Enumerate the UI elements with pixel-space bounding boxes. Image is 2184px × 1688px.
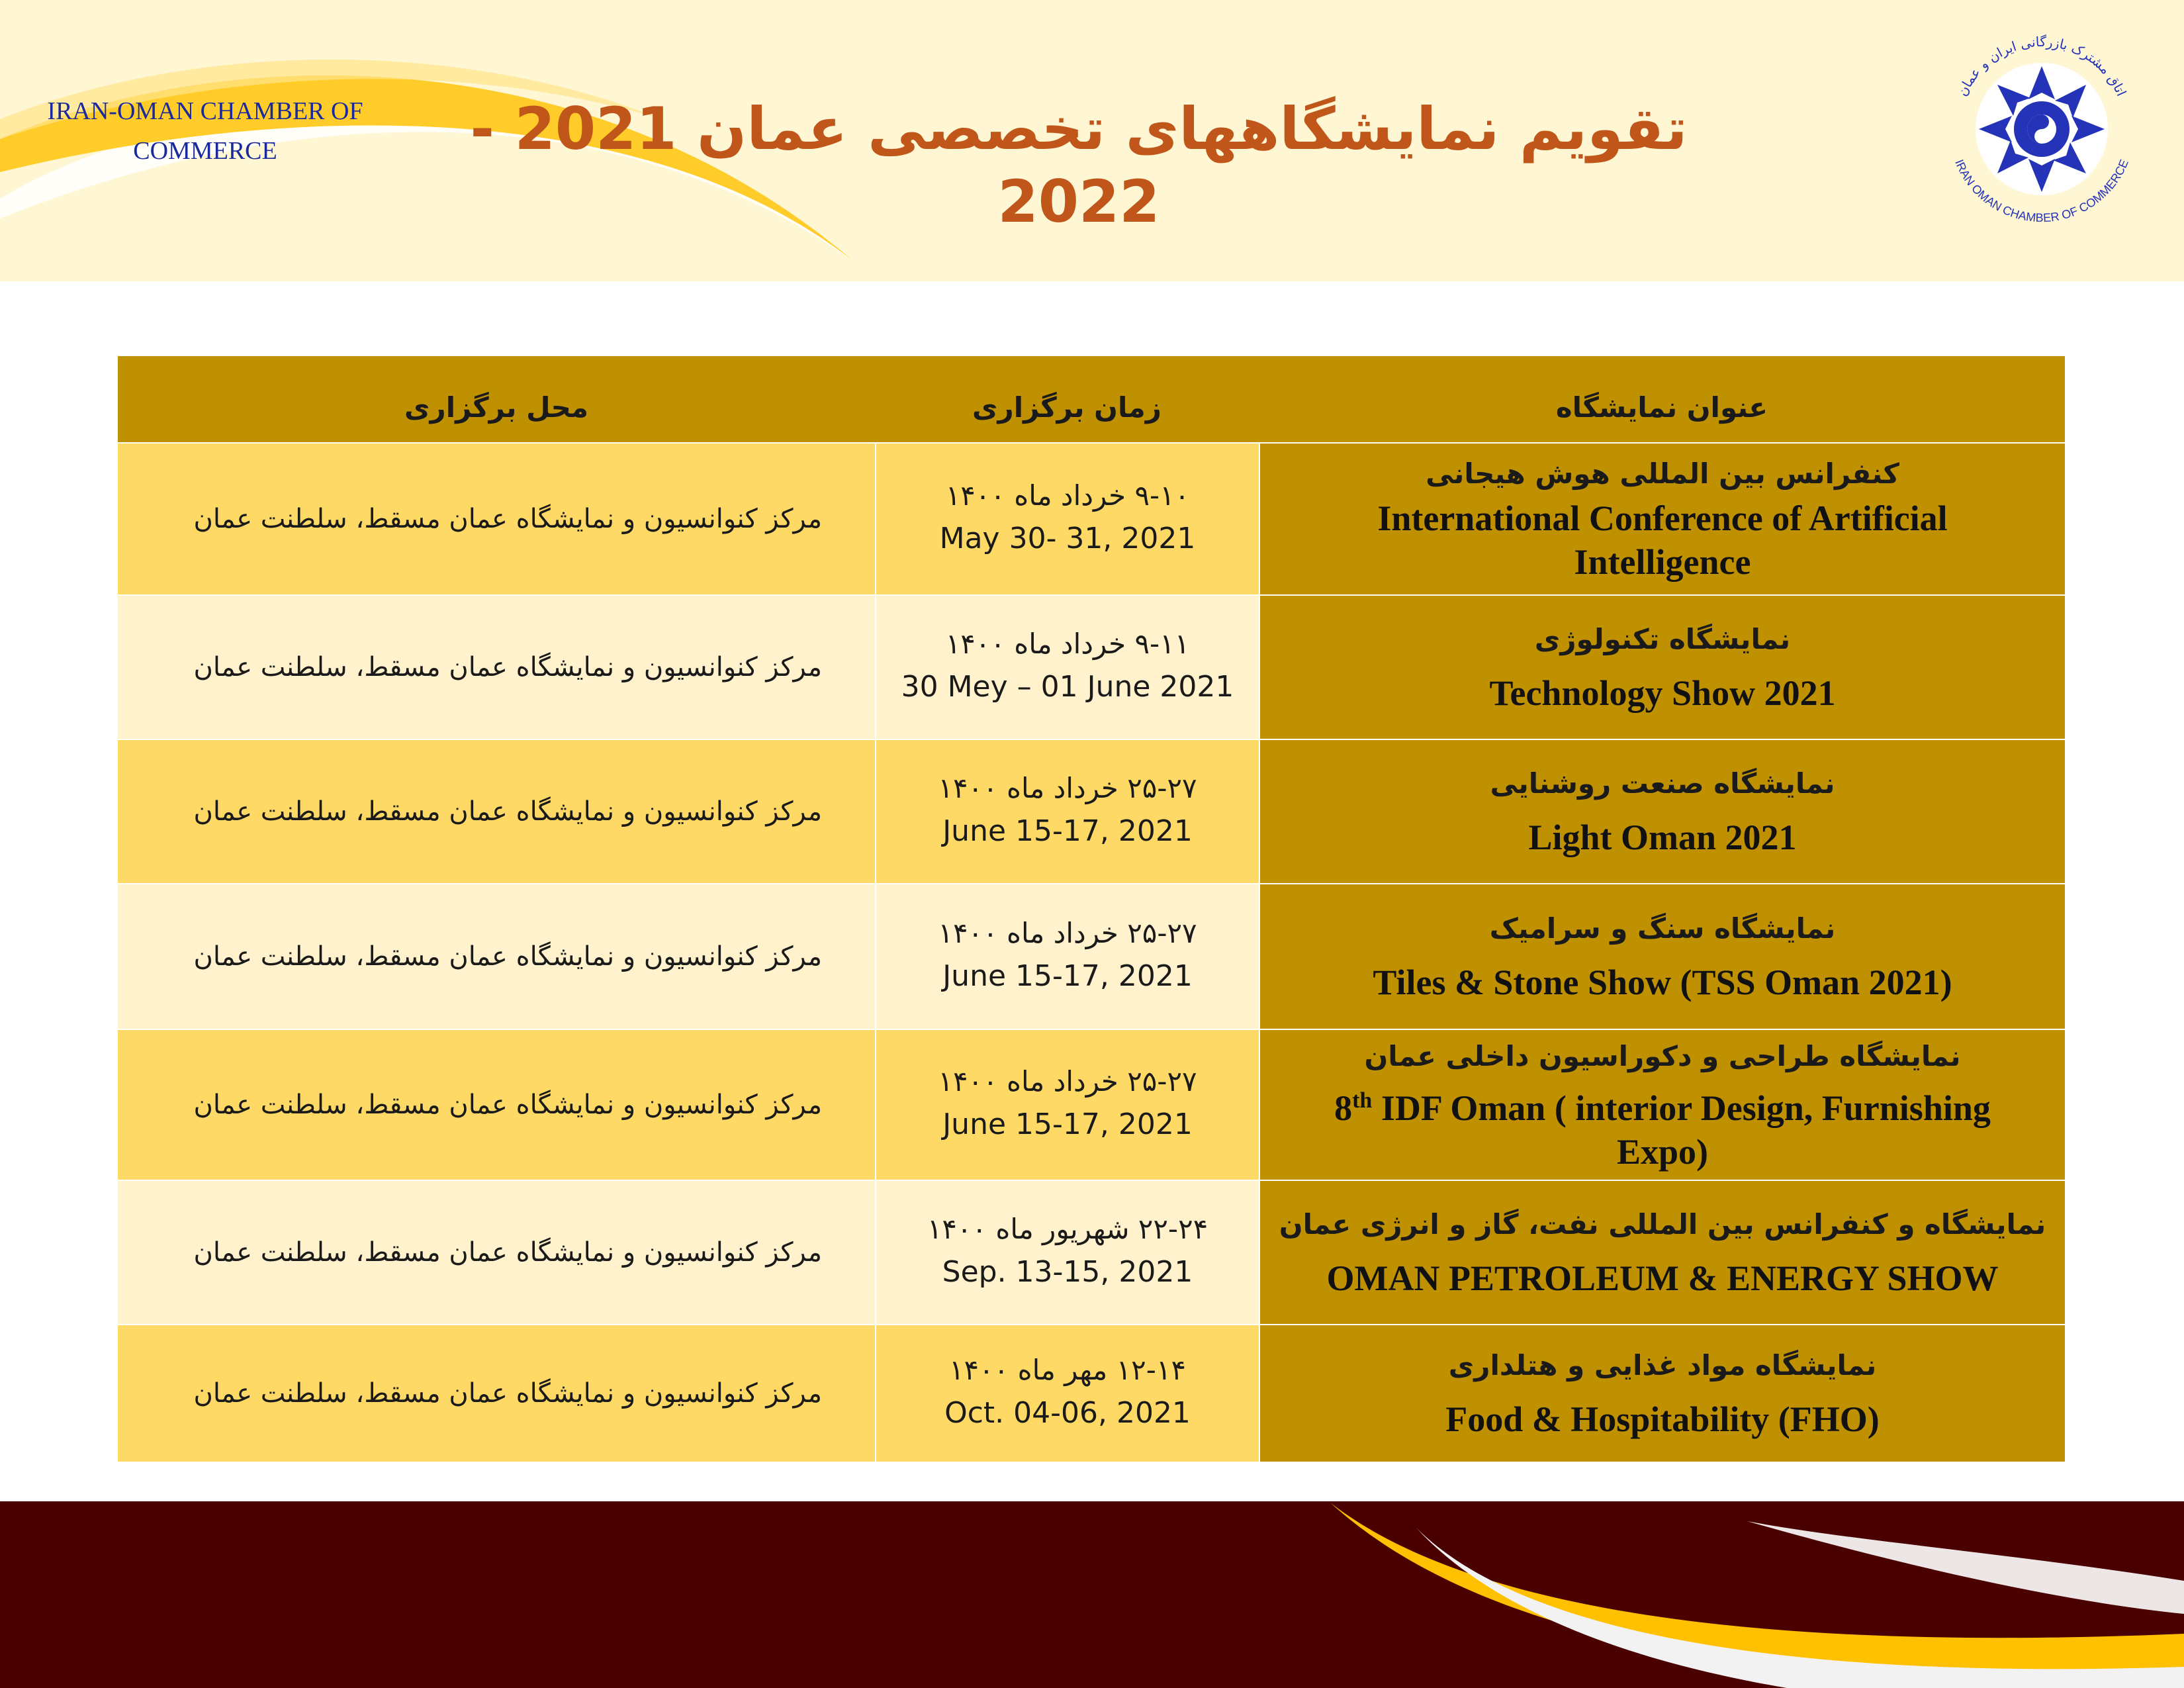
chamber-logo-emblem-icon [1933,20,2151,238]
event-venue-cell [118,442,875,594]
event-title-fa: کنفرانس بین المللی هوش هیجانی [1426,457,1899,490]
footer-band [0,1501,2184,1688]
event-venue: مرکز کنوانسیون و نمایشگاه عمان مسقط، سلطنت عمان [193,1378,822,1409]
event-title-en: International Conference of Artificial Intelligence [1377,498,1948,582]
event-date-fa: ۹-۱۱ خرداد ماه ۱۴۰۰ [945,628,1190,660]
event-title-en-text: IDF Oman ( interior Design, Furnishing Expo) [1381,1088,1991,1172]
event-date-fa: ۲۵-۲۷ خرداد ماه ۱۴۰۰ [938,772,1197,804]
event-title-fa: نمایشگاه مواد غذایی و هتلداری [1448,1349,1877,1382]
event-date-en: June 15-17, 2021 [942,814,1193,848]
table-row [118,1029,2065,1180]
event-date-en: Sep. 13-15, 2021 [942,1255,1193,1289]
table-row [118,594,2065,739]
table-row [118,739,2065,883]
event-title-cell [1259,442,2065,594]
event-date-en: June 15-17, 2021 [942,1107,1193,1141]
event-date-fa: ۲۲-۲۴ شهریور ماه ۱۴۰۰ [927,1213,1208,1245]
event-title-en: Food & Hospitability (FHO) [1445,1399,1880,1439]
event-date-en: May 30- 31, 2021 [939,522,1196,555]
table-row [118,442,2065,594]
event-venue-cell [118,883,875,1029]
table-row [118,1324,2065,1462]
event-date-cell [875,883,1259,1029]
event-title-cell [1259,883,2065,1029]
event-date-fa: ۲۵-۲۷ خرداد ماه ۱۴۰۰ [938,917,1197,949]
event-venue: مرکز کنوانسیون و نمایشگاه عمان مسقط، سلطنت عمان [193,504,822,534]
header-title: عنوان نمایشگاه [1555,391,1768,424]
event-date-cell [875,594,1259,739]
event-venue-cell [118,594,875,739]
event-venue-cell [118,1324,875,1462]
exhibition-calendar-table [118,356,2065,1462]
event-title-cell [1259,1029,2065,1180]
event-title-fa: نمایشگاه صنعت روشنایی [1490,767,1835,800]
event-date-cell [875,1324,1259,1462]
event-title-cell [1259,1324,2065,1462]
header-date: زمان برگزاری [972,391,1161,424]
event-venue: مرکز کنوانسیون و نمایشگاه عمان مسقط، سلطنت عمان [193,1237,822,1268]
event-title-en: Light Oman 2021 [1528,818,1797,857]
event-title-cell [1259,1180,2065,1324]
event-title-cell [1259,594,2065,739]
event-date-fa: ۱۲-۱۴ مهر ماه ۱۴۰۰ [949,1354,1187,1386]
table-row [118,883,2065,1029]
header-venue: محل برگزاری [404,391,588,424]
event-title-en: Technology Show 2021 [1489,673,1836,713]
org-name-line1: IRAN-OMAN CHAMBER OF [47,97,363,125]
event-venue: مرکز کنوانسیون و نمایشگاه عمان مسقط، سلطنت عمان [193,796,822,827]
event-date-en: June 15-17, 2021 [942,959,1193,993]
event-title-en: OMAN PETROLEUM & ENERGY SHOW [1326,1258,1999,1298]
event-venue-cell [118,1180,875,1324]
event-date-cell [875,442,1259,594]
org-name [20,91,390,171]
event-date-cell [875,1180,1259,1324]
event-venue: مرکز کنوانسیون و نمایشگاه عمان مسقط، سلطنت عمان [193,1090,822,1120]
event-date-cell [875,1029,1259,1180]
event-date-en: Oct. 04-06, 2021 [944,1396,1191,1430]
event-title-fa: نمایشگاه طراحی و دکوراسیون داخلی عمان [1364,1039,1961,1072]
page-title: تقویم نمایشگاههای تخصصی عمان 2021 - 2022 [470,95,1688,236]
table-row [118,1180,2065,1324]
event-venue: مرکز کنوانسیون و نمایشگاه عمان مسقط، سلطنت عمان [193,652,822,682]
event-date-fa: ۹-۱۰ خرداد ماه ۱۴۰۰ [945,479,1190,512]
event-venue-cell [118,1029,875,1180]
event-title-en: Tiles & Stone Show (TSS Oman 2021) [1373,962,1952,1002]
event-title-en-ordinal-suffix: th [1352,1088,1373,1113]
event-title-fa: نمایشگاه سنگ و سرامیک [1489,912,1836,945]
table-header-row [118,356,2065,442]
event-date-en: 30 Mey – 01 June 2021 [901,670,1234,704]
chamber-logo [1933,20,2151,238]
event-title-en-ordinal: 8 [1334,1088,1353,1128]
event-title-fa: نمایشگاه و کنفرانس بین المللی نفت، گاز و انرژی عمان [1279,1208,2046,1241]
event-date-cell [875,739,1259,883]
event-venue-cell [118,739,875,883]
org-name-line2: COMMERCE [133,137,277,165]
logo-ring-text-en: IRAN OMAN CHAMBER OF COMMERCE [1952,157,2131,225]
event-venue: مرکز کنوانسیون و نمایشگاه عمان مسقط، سلطنت عمان [193,941,822,972]
event-title-cell [1259,739,2065,883]
event-title-fa: نمایشگاه تکنولوژی [1534,623,1791,655]
footer-swoosh-decoration [0,1501,2184,1688]
logo-ring-text-fa: اتاق مشترک بازرگانی ایران و عمان [1954,33,2130,99]
event-date-fa: ۲۵-۲۷ خرداد ماه ۱۴۰۰ [938,1065,1197,1098]
event-title-en [1260,1079,2065,1174]
